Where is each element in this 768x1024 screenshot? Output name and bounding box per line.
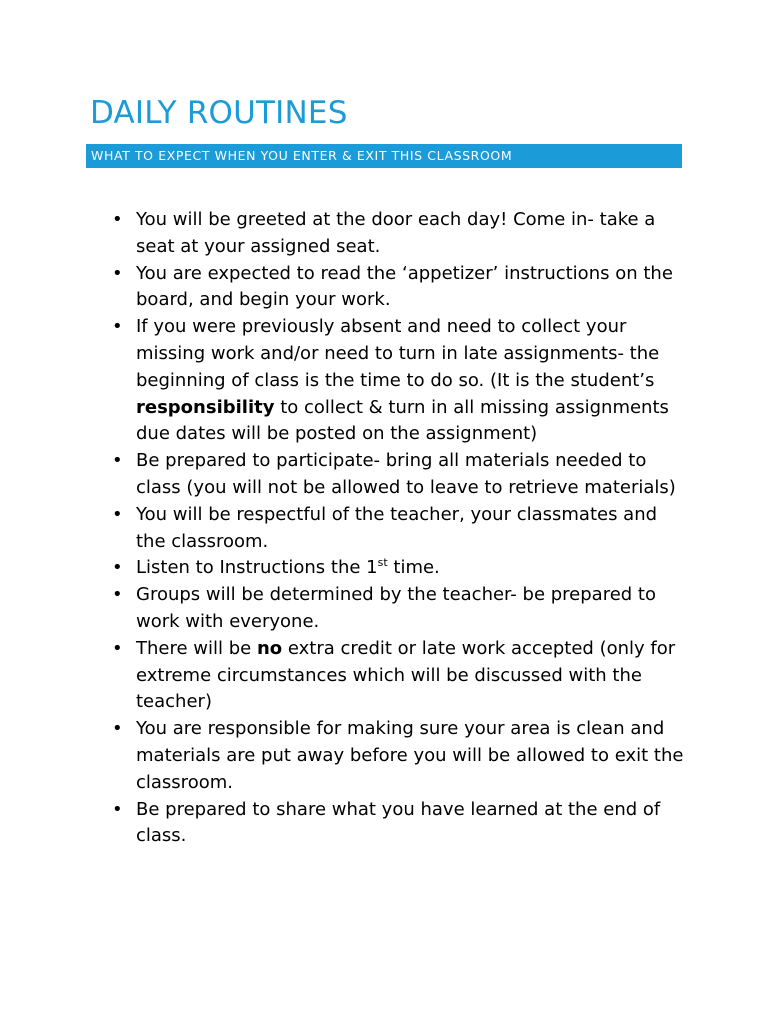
list-item xyxy=(108,582,688,636)
routine-text: You are responsible for making sure your area is clean and materials are put away before you will be allowed to exit the classroom. xyxy=(136,718,684,793)
routine-text-end: to collect & turn in all missing assignments due dates will be posted on the assignment) xyxy=(136,396,669,445)
routine-text: Groups will be determined by the teacher- be prepared to work with everyone. xyxy=(136,584,656,632)
bullet-icon: • xyxy=(112,798,123,820)
routine-text: You are expected to read the ‘appetizer’ instructions on the board, and begin your work. xyxy=(136,262,673,311)
subtitle-text: WHAT TO EXPECT WHEN YOU ENTER & EXIT THIS CLASSROOM xyxy=(91,148,513,163)
ordinal-suffix: st xyxy=(377,556,388,570)
routines-list xyxy=(108,207,688,850)
list-item xyxy=(108,207,688,261)
routine-text-end: time. xyxy=(387,557,440,579)
routine-text: Be prepared to share what you have learned at the end of class. xyxy=(136,798,661,847)
list-item xyxy=(108,261,688,315)
bullet-icon: • xyxy=(112,503,123,525)
routine-text: You will be greeted at the door each day! Come in- take a seat at your assigned seat. xyxy=(136,209,656,257)
routine-text-start: Listen to Instructions the 1 xyxy=(136,557,378,579)
list-item xyxy=(108,797,688,851)
bullet-icon: • xyxy=(112,209,123,230)
routine-text-start: If you were previously absent and need to collect your missing work and/or need to turn in late assignments- the beginning of class is the time to do so. (It is the student’s xyxy=(136,316,660,391)
bullet-icon: • xyxy=(112,316,123,338)
bullet-icon: • xyxy=(112,262,123,284)
bullet-icon: • xyxy=(112,557,123,579)
routine-text-emphasis: responsibility xyxy=(136,396,275,418)
bullet-icon: • xyxy=(112,584,123,606)
list-item xyxy=(108,716,688,796)
routine-text-emphasis: no xyxy=(256,637,283,659)
subtitle-banner xyxy=(86,144,682,168)
routine-text: Be prepared to participate- bring all materials needed to class (you will not be allowed to leave to retrieve materials) xyxy=(136,450,676,498)
routine-text-start: There will be xyxy=(136,637,257,659)
list-item xyxy=(108,555,688,582)
routine-text: You will be respectful of the teacher, your classmates and the classroom. xyxy=(136,503,658,552)
list-item xyxy=(108,448,688,502)
bullet-icon: • xyxy=(112,637,123,659)
page-title: DAILY ROUTINES xyxy=(90,95,348,131)
list-item xyxy=(108,502,688,556)
list-item xyxy=(108,636,688,716)
list-item xyxy=(108,314,688,448)
bullet-icon: • xyxy=(112,450,123,472)
routine-text-end: extra credit or late work accepted (only for extreme circumstances which will be discussed with the teacher) xyxy=(136,637,676,713)
bullet-icon: • xyxy=(112,718,123,740)
